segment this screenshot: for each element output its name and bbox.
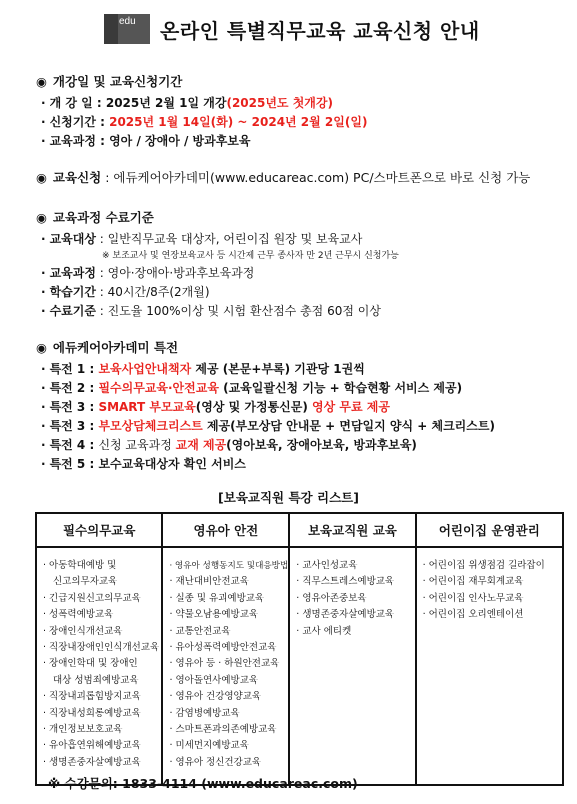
list-item: · 어린이집 위생점검 길라잡이 (422, 560, 545, 571)
bullet-icon: ◉ (36, 210, 47, 225)
section-schedule (36, 72, 367, 151)
list-item: · 영유아존중보육 (296, 592, 367, 604)
bullet-icon: ◉ (36, 170, 47, 185)
dot-icon: · (41, 134, 46, 148)
list-item: · 직장내성희롱예방교육 (43, 707, 141, 719)
dot-icon: · (41, 96, 46, 110)
line-value: 제공(부모상담 안내문 + 면담일지 양식 + 체크리스트) (202, 419, 495, 433)
line-label: 특전 3 : (49, 419, 99, 433)
courses-line (36, 132, 367, 151)
line-value: : 에듀케어아카데미(www.educareac.com) PC/스마트폰으로 바로 신청 가능 (101, 170, 531, 185)
section-benefits (36, 338, 495, 474)
highlight-text: 영상 무료 제공 (312, 400, 390, 414)
table-header: 필수의무교육 (36, 513, 162, 547)
highlight-text: SMART 부모교육 (98, 400, 196, 414)
target-note: ※ 보조교사 및 연장보육교사 등 시간제 근무 종사자 만 2년 근무시 신청가능 (102, 251, 399, 261)
benefit-3b (36, 417, 495, 436)
dot-icon: · (41, 400, 46, 414)
list-item: · 교사 에티켓 (296, 625, 352, 637)
list-item: · 어린이집 오리엔테이션 (422, 609, 524, 621)
line-label: 특전 3 : (49, 400, 99, 414)
line-label: 수료기준 (49, 304, 96, 318)
list-item: · 교통안전교육 (169, 625, 231, 637)
dot-icon: · (41, 285, 46, 299)
line-label: 교육대상 (49, 232, 96, 246)
list-item: · 영유아 성행동지도 및대응방법 (169, 561, 289, 571)
criteria-line (36, 302, 399, 321)
list-item: · 생명존중자살예방교육 (43, 756, 141, 768)
section-heading (36, 338, 495, 356)
header (104, 10, 480, 48)
line-label: 특전 4 : (49, 438, 99, 452)
highlight-text: 교재 제공 (175, 438, 227, 452)
line-label: 특전 2 : (49, 381, 99, 395)
highlight-text: 필수의무교육·안전교육 (98, 381, 219, 395)
highlight-text: 부모상담체크리스트 (98, 419, 203, 433)
line-label: 교육과정 : (49, 134, 110, 148)
period-line (36, 283, 399, 302)
course-line (36, 264, 399, 283)
line-label: 학습기간 (49, 285, 96, 299)
list-item: · 장애인학대 및 장애인 (43, 658, 138, 670)
bullet-icon: ◉ (36, 74, 47, 89)
highlight-text: 2025년 1월 14일(화) ~ 2024년 2월 2일(일) (109, 115, 368, 129)
line-value: 신청 교육과정 (98, 438, 176, 452)
list-item: · 약물오남용예방교육 (169, 609, 259, 621)
heading-text: 교육과정 수료기준 (52, 210, 154, 225)
line-value: 보수교육대상자 확인 서비스 (98, 457, 246, 471)
line-value: 제공 (본문+부록) 기관당 1권씩 (191, 362, 365, 376)
line-label: 신청기간 : (49, 115, 110, 129)
bullet-icon: ◉ (36, 340, 47, 355)
line-value: 2025년 2월 1일 개강 (105, 96, 227, 110)
line-value: (교육일괄신청 기능 + 학습현황 서비스 제공) (218, 381, 463, 395)
list-item: · 어린이집 인사노무교육 (422, 592, 524, 604)
line-value: : 진도율 100%이상 및 시험 환산점수 총점 60점 이상 (95, 304, 381, 318)
line-value: (영상 및 가정통신문) (195, 400, 312, 414)
line-value: (영아보육, 장애아보육, 방과후보육) (226, 438, 417, 452)
benefit-3 (36, 398, 495, 417)
list-item: · 재난대비안전교육 (169, 576, 249, 588)
list-item: 대상 성범죄예방교육 (53, 674, 139, 686)
list-item: · 어린이집 재무회계교육 (422, 576, 524, 588)
dot-icon: · (41, 419, 46, 433)
list-item: · 교사인성교육 (296, 560, 358, 571)
list-item: 신고의무자교육 (53, 576, 118, 588)
list-item: · 직장내괴롭힘방지교육 (43, 691, 141, 703)
list-item: · 영유아 정신건강교육 (169, 756, 262, 768)
dot-icon: · (41, 438, 46, 452)
list-item: · 영유아 건강영양교육 (169, 691, 262, 703)
list-item: · 감염병예방교육 (169, 707, 240, 719)
dot-icon: · (41, 381, 46, 395)
list-item: · 아동학대예방 및 (43, 560, 117, 571)
table-header: 영유아 안전 (162, 513, 289, 547)
heading-text: 개강일 및 교육신청기간 (52, 74, 183, 89)
start-date-line (36, 94, 367, 113)
section-heading (36, 208, 399, 226)
line-value: : 40시간/8주(2개월) (95, 285, 210, 299)
section-completion (36, 208, 399, 321)
line-label: 교육신청 (52, 170, 102, 185)
benefit-5 (36, 455, 495, 474)
line-label: 특전 5 : (49, 457, 99, 471)
dot-icon: · (41, 457, 46, 471)
benefit-2 (36, 379, 495, 398)
line-value: : 일반직무교육 대상자, 어린이집 원장 및 보육교사 (95, 232, 363, 246)
list-item: · 스마트폰과의존예방교육 (169, 724, 277, 736)
col-mandatory (36, 547, 162, 785)
highlight-text: 보육사업안내책자 (98, 362, 192, 376)
dot-icon: · (41, 304, 46, 318)
list-item: · 장애인식개선교육 (43, 625, 123, 637)
logo-text: edu (119, 16, 136, 27)
col-center-management (416, 547, 563, 785)
list-item: · 유아성폭력예방안전교육 (169, 642, 277, 654)
list-item: · 긴급지원신고의무교육 (43, 592, 141, 604)
line-value: 영아 / 장애아 / 방과후보육 (109, 134, 251, 148)
edu-logo (104, 14, 150, 44)
target-line (36, 230, 399, 249)
dot-icon: · (41, 266, 46, 280)
list-item: · 영아돌연사예방교육 (169, 674, 259, 686)
list-item: · 영유아 등 · 하원안전교육 (169, 658, 280, 670)
page-title: 온라인 특별직무교육 교육신청 안내 (160, 18, 480, 43)
line-label: 특전 1 : (49, 362, 99, 376)
list-item: · 성폭력예방교육 (43, 609, 114, 621)
list-item: · 직무스트레스예방교육 (296, 576, 395, 588)
col-staff-education (289, 547, 415, 785)
col-child-safety (162, 547, 289, 785)
table-header: 보육교직원 교육 (289, 513, 415, 547)
section-apply (36, 168, 530, 190)
apply-period-line (36, 113, 367, 132)
dot-icon: · (41, 232, 46, 246)
highlight-text: (2025년도 첫개강) (226, 96, 333, 110)
dot-icon: · (41, 115, 46, 129)
lecture-table (35, 512, 564, 786)
contact-footer: ※ 수강문의: 1833-4114 (www.educareac.com) (48, 776, 358, 791)
section-heading (36, 72, 367, 90)
apply-line (36, 168, 530, 186)
line-value: : 영아·장애아·방과후보육과정 (95, 266, 255, 280)
list-item: · 유아흡연위해예방교육 (43, 740, 141, 752)
heading-text: 에듀케어아카데미 특전 (52, 340, 179, 355)
list-item: · 생명존중자살예방교육 (296, 609, 395, 621)
list-title: [보육교직원 특강 리스트] (218, 490, 359, 505)
benefit-4 (36, 436, 495, 455)
list-item: · 직장내장애인인식개선교육 (43, 642, 160, 654)
list-item: · 개인정보보호교육 (43, 724, 123, 736)
table-header: 어린이집 운영관리 (416, 513, 563, 547)
list-item: · 미세먼지예방교육 (169, 740, 249, 752)
line-label: 교육과정 (49, 266, 96, 280)
dot-icon: · (41, 362, 46, 376)
line-label: 개 강 일 : (49, 96, 106, 110)
list-item: · 실종 및 유괴예방교육 (169, 592, 265, 604)
benefit-1 (36, 360, 495, 379)
